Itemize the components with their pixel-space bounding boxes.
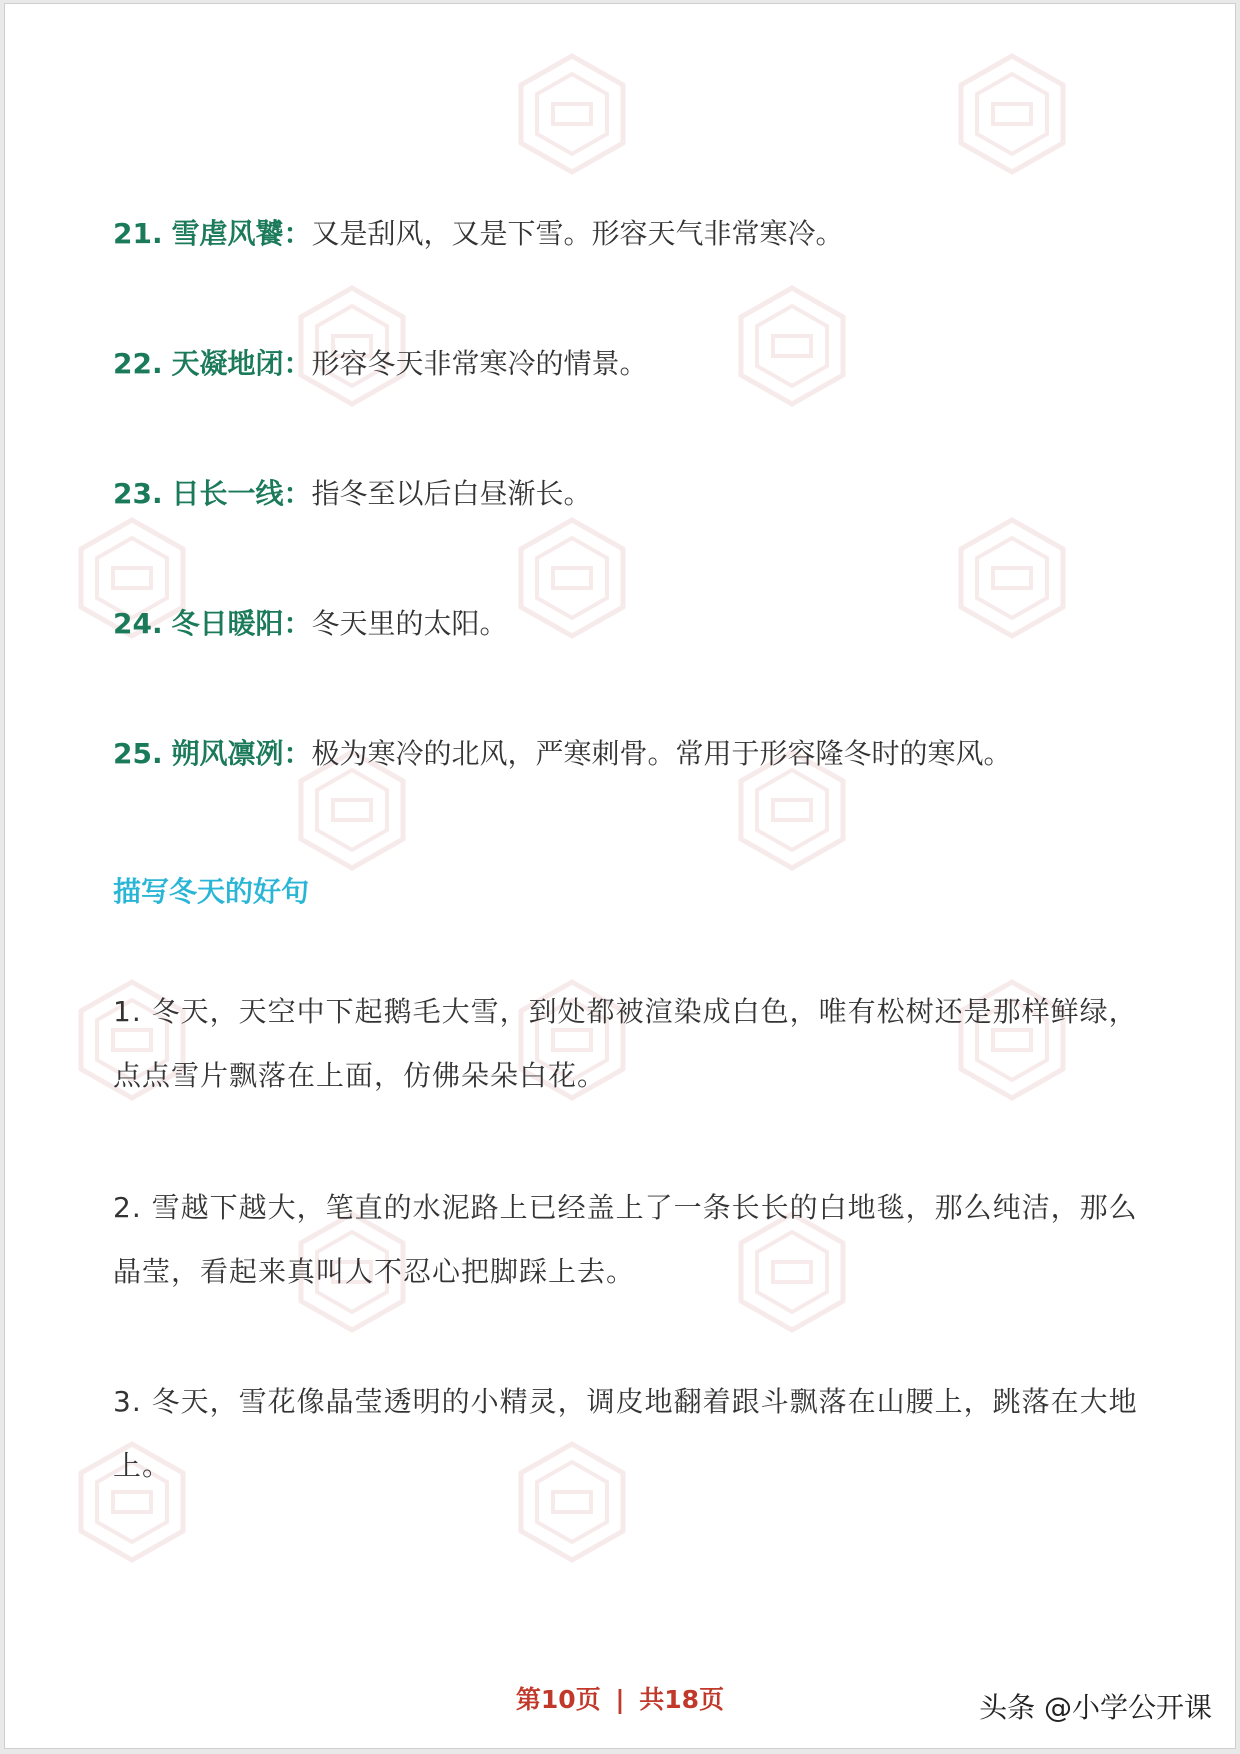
sentence-text: 冬天，天空中下起鹅毛大雪，到处都被渲染成白色，唯有松树还是那样鲜绿，点点雪片飘落在上面，仿佛朵朵白花。 bbox=[113, 995, 1138, 1092]
idiom-term: 天凝地闭： bbox=[171, 347, 312, 380]
footer-separator: | bbox=[615, 1685, 625, 1714]
idiom-definition: 极为寒冷的北风，严寒刺骨。常用于形容隆冬时的寒风。 bbox=[311, 737, 1012, 770]
idiom-term: 朔风凛冽： bbox=[171, 737, 312, 770]
idiom-term: 雪虐风饕： bbox=[171, 217, 312, 250]
idiom-entry bbox=[113, 472, 1153, 512]
source-attribution: 头条 @小学公开课 bbox=[979, 1691, 1212, 1724]
document-page bbox=[4, 3, 1236, 1749]
idiom-definition: 形容冬天非常寒冷的情景。 bbox=[311, 347, 648, 380]
sentence-number: 2. bbox=[113, 1191, 142, 1224]
idiom-entry bbox=[113, 732, 1153, 772]
page-content bbox=[5, 4, 1235, 1748]
sentence-text: 冬天，雪花像晶莹透明的小精灵，调皮地翻着跟斗飘落在山腰上，跳落在大地上。 bbox=[113, 1385, 1138, 1482]
idiom-number: 24. bbox=[113, 607, 163, 640]
sentence-text: 雪越下越大，笔直的水泥路上已经盖上了一条长长的白地毯，那么纯洁，那么晶莹，看起来真叫人不忍心把脚踩上去。 bbox=[113, 1191, 1138, 1288]
idiom-entry bbox=[113, 212, 1153, 252]
idiom-definition: 冬天里的太阳。 bbox=[311, 607, 508, 640]
idiom-entry bbox=[113, 342, 1153, 382]
idiom-number: 21. bbox=[113, 217, 163, 250]
idiom-number: 25. bbox=[113, 737, 163, 770]
example-sentence bbox=[113, 1370, 1143, 1498]
idiom-definition: 指冬至以后白昼渐长。 bbox=[311, 477, 592, 510]
total-pages-label: 共18页 bbox=[639, 1685, 725, 1714]
idiom-term: 冬日暖阳： bbox=[171, 607, 312, 640]
idiom-definition: 又是刮风，又是下雪。形容天气非常寒冷。 bbox=[311, 217, 844, 250]
current-page-label: 第10页 bbox=[515, 1685, 601, 1714]
idiom-entry bbox=[113, 602, 1153, 642]
sentence-number: 3. bbox=[113, 1385, 142, 1418]
idiom-number: 22. bbox=[113, 347, 163, 380]
example-sentence bbox=[113, 980, 1143, 1108]
example-sentence bbox=[113, 1176, 1143, 1304]
idiom-number: 23. bbox=[113, 477, 163, 510]
sentence-number: 1. bbox=[113, 995, 142, 1028]
section-heading: 描写冬天的好句 bbox=[113, 875, 310, 908]
idiom-term: 日长一线： bbox=[171, 477, 312, 510]
